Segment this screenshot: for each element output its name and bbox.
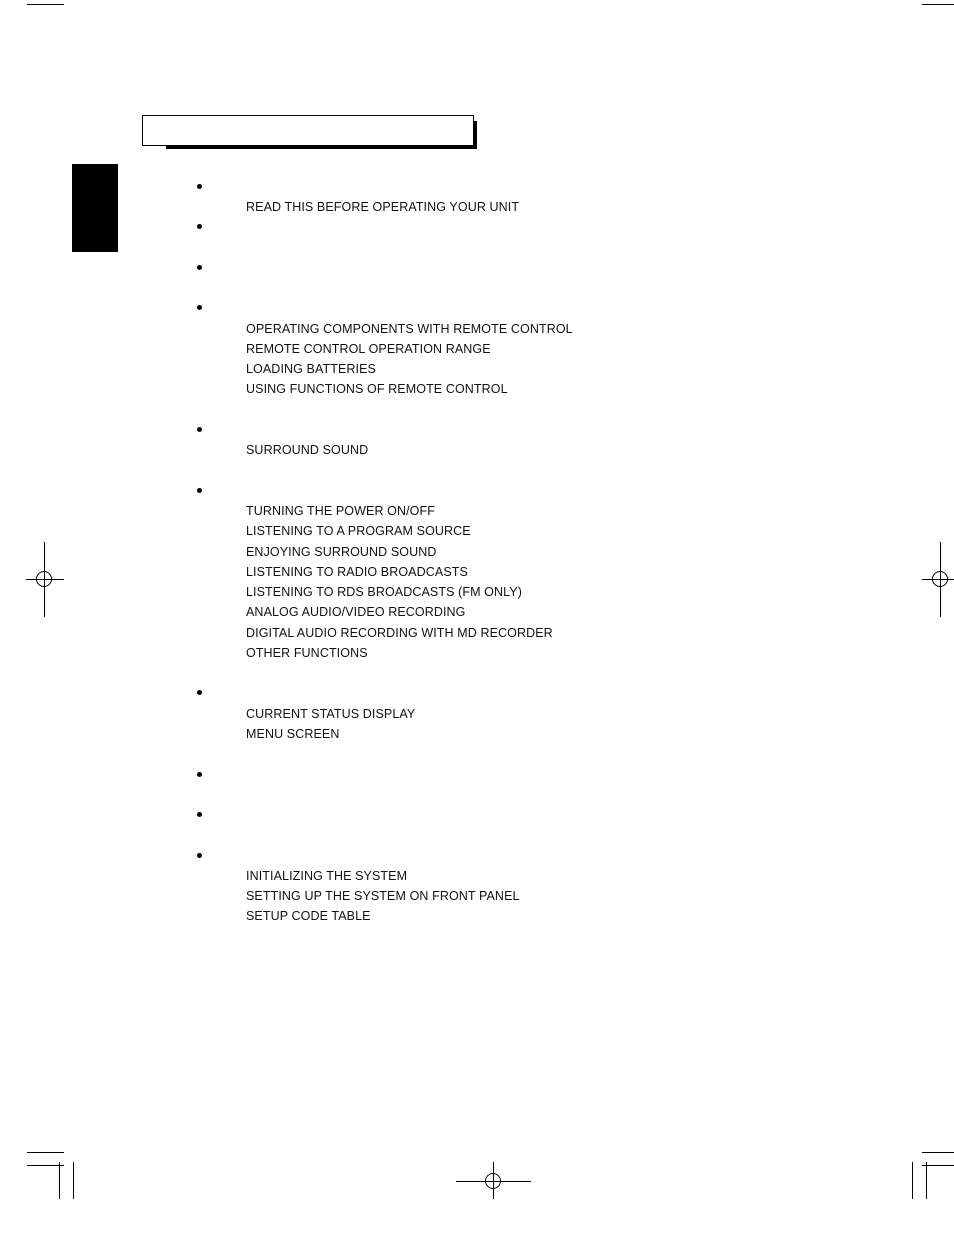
section-side-tab	[72, 164, 118, 252]
bullet-icon	[197, 488, 202, 493]
toc-item: OPERATING COMPONENTS WITH REMOTE CONTROL	[246, 322, 573, 336]
toc-item: LISTENING TO RDS BROADCASTS (FM ONLY)	[246, 585, 522, 599]
toc-item: TURNING THE POWER ON/OFF	[246, 504, 435, 518]
toc-item: LISTENING TO RADIO BROADCASTS	[246, 565, 468, 579]
bullet-icon	[197, 224, 202, 229]
crop-mark-bottom-right-4	[926, 1162, 927, 1199]
toc-item: SETUP CODE TABLE	[246, 909, 371, 923]
crop-mark-bottom-right-3	[912, 1162, 913, 1199]
toc-item: OTHER FUNCTIONS	[246, 646, 368, 660]
bullet-icon	[197, 427, 202, 432]
crop-mark-bottom-right-1	[922, 1152, 954, 1153]
bullet-icon	[197, 853, 202, 858]
reg-mark-right-circle	[932, 571, 948, 587]
crop-mark-bottom-left-3	[59, 1162, 60, 1199]
crop-mark-top-right	[922, 4, 954, 5]
toc-item: LISTENING TO A PROGRAM SOURCE	[246, 524, 471, 538]
reg-mark-left-circle	[36, 571, 52, 587]
toc-item: SURROUND SOUND	[246, 443, 369, 457]
title-box	[142, 115, 474, 146]
bullet-icon	[197, 265, 202, 270]
bullet-icon	[197, 812, 202, 817]
crop-mark-top-left	[27, 4, 64, 5]
toc-item: CURRENT STATUS DISPLAY	[246, 707, 416, 721]
toc-item: SETTING UP THE SYSTEM ON FRONT PANEL	[246, 889, 520, 903]
bullet-icon	[197, 690, 202, 695]
crop-mark-bottom-left-1	[27, 1152, 64, 1153]
toc-item: INITIALIZING THE SYSTEM	[246, 869, 408, 883]
bullet-icon	[197, 305, 202, 310]
toc-item: MENU SCREEN	[246, 727, 340, 741]
toc-item: READ THIS BEFORE OPERATING YOUR UNIT	[246, 200, 520, 214]
reg-mark-bottom-circle	[485, 1173, 501, 1189]
toc-item: REMOTE CONTROL OPERATION RANGE	[246, 342, 491, 356]
toc-item: DIGITAL AUDIO RECORDING WITH MD RECORDER	[246, 626, 553, 640]
bullet-icon	[197, 184, 202, 189]
bullet-icon	[197, 772, 202, 777]
crop-mark-bottom-left-4	[73, 1162, 74, 1199]
toc-item: ANALOG AUDIO/VIDEO RECORDING	[246, 605, 466, 619]
toc-item: LOADING BATTERIES	[246, 362, 376, 376]
toc-item: ENJOYING SURROUND SOUND	[246, 545, 437, 559]
toc-item: USING FUNCTIONS OF REMOTE CONTROL	[246, 382, 508, 396]
